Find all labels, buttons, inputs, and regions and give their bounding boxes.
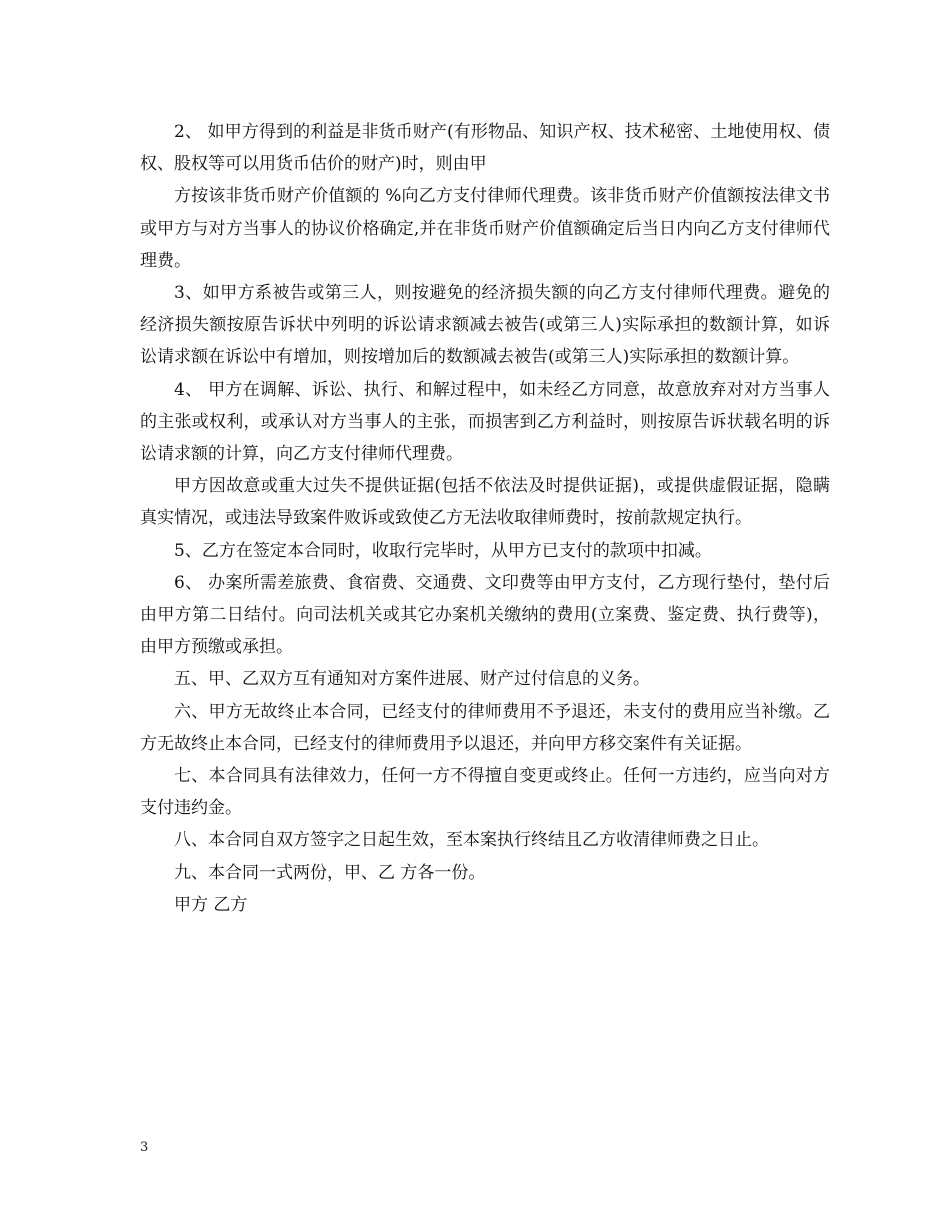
paragraph-clause-6: 6、 办案所需差旅费、食宿费、交通费、文印费等由甲方支付，乙方现行垫付，垫付后由甲方第二日结付。向司法机关或其它办案机关缴纳的费用(立案费、鉴定费、执行费等)，由甲方预缴或承担。 (140, 572, 830, 658)
signature-parties: 甲方 乙方 (174, 894, 248, 915)
paragraph-clause-5: 5、乙方在签定本合同时，收取行完毕时，从甲方已支付的款项中扣减。 (174, 540, 712, 561)
paragraph-section-5: 五、甲、乙双方互有通知对方案件进展、财产过付信息的义务。 (174, 669, 650, 690)
paragraph-section-9: 九、本合同一式两份，甲、乙 方各一份。 (174, 862, 486, 883)
paragraph-section-8: 八、本合同自双方签字之日起生效，至本案执行终结且乙方收清律师费之日止。 (174, 830, 769, 851)
page-number: 3 (140, 1140, 149, 1155)
paragraph-evidence: 甲方因故意或重大过失不提供证据(包括不依法及时提供证据)，或提供虚假证据，隐瞒真实情况，或违法导致案件败诉或致使乙方无法收取律师费时，按前款规定执行。 (140, 476, 830, 529)
paragraph-clause-2: 2、 如甲方得到的利益是非货币财产(有形物品、知识产权、技术秘密、土地使用权、债权、股权等可以用货币估价的财产)时，则由甲 (140, 122, 830, 175)
paragraph-clause-3: 3、如甲方系被告或第三人，则按避免的经济损失额的向乙方支付律师代理费。避免的经济损失额按原告诉状中列明的诉讼请求额减去被告(或第三人)实际承担的数额计算，如诉讼请求额在诉讼中有增加，则按增加后的数额减去被告(或第三人)实际承担的数额计算。 (140, 283, 830, 368)
contract-body (140, 116, 830, 921)
paragraph-clause-4: 4、 甲方在调解、诉讼、执行、和解过程中，如未经乙方同意，故意放弃对对方当事人的主张或权利，或承认对方当事人的主张，而损害到乙方利益时，则按原告诉状载名明的诉讼请求额的计算，向乙方支付律师代理费。 (140, 379, 830, 465)
paragraph-section-6: 六、甲方无故终止本合同，已经支付的律师费用不予退还，未支付的费用应当补缴。乙方无故终止本合同，已经支付的律师费用予以退还，并向甲方移交案件有关证据。 (140, 701, 830, 754)
paragraph-section-7: 七、本合同具有法律效力，任何一方不得擅自变更或终止。任何一方违约，应当向对方支付违约金。 (140, 766, 830, 819)
paragraph-clause-2-continued: 方按该非货币财产价值额的 %向乙方支付律师代理费。该非货币财产价值额按法律文书或甲方与对方当事人的协议价格确定,并在非货币财产价值额确定后当日内向乙方支付律师代理费。 (140, 186, 830, 271)
